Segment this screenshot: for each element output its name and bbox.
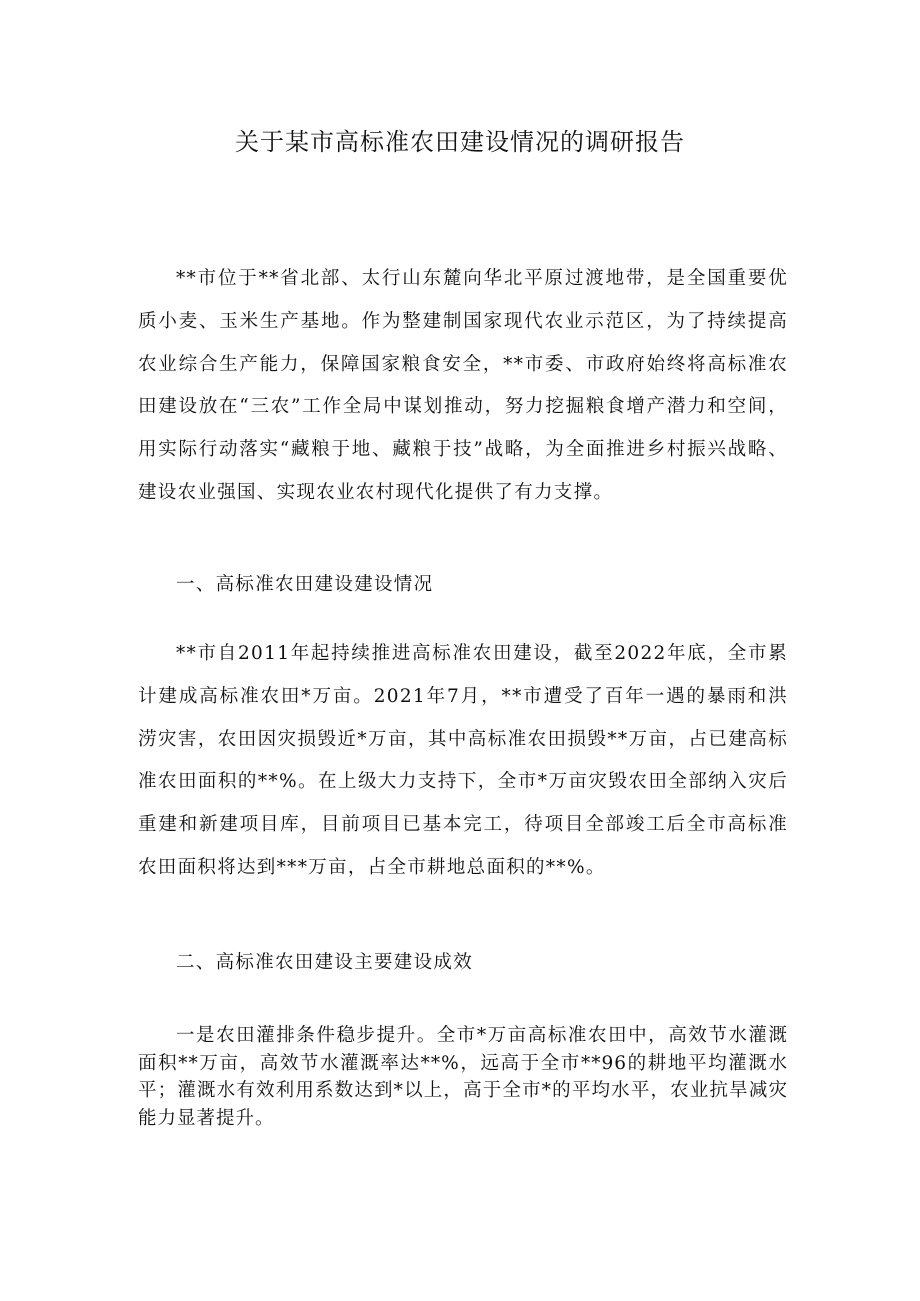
section-2-heading: 二、高标准农田建设主要建设成效 bbox=[176, 952, 474, 973]
section-1-paragraph: **市自2011年起持续推进高标准农田建设，截至2022年底，全市累计建成高标准农田*万亩。2021年7月，**市遭受了百年一遇的暴雨和洪涝灾害，农田因灾损毁近*万亩，其中高标准农田损毁**万亩，占已建高标准农田面积的**%。在上级大力支持下，全市*万亩灾毁农田全部纳入灾后重建和新建项目库，目前项目已基本完工，待项目全部竣工后全市高标准农田面积将达到***万亩，占全市耕地总面积的**%。 bbox=[138, 643, 788, 878]
intro-paragraph: **市位于**省北部、太行山东麓向华北平原过渡地带，是全国重要优质小麦、玉米生产基地。作为整建制国家现代农业示范区，为了持续提高农业综合生产能力，保障国家粮食安全，**市委、市政府始终将高标准农田建设放在“三农”工作全局中谋划推动，努力挖掘粮食增产潜力和空间，用实际行动落实“藏粮于地、藏粮于技”战略，为全面推进乡村振兴战略、建设农业强国、实现农业农村现代化提供了有力支撑。 bbox=[138, 268, 788, 503]
section-1-heading: 一、高标准农田建设建设情况 bbox=[176, 574, 434, 595]
document-title: 关于某市高标准农田建设情况的调研报告 bbox=[235, 128, 685, 156]
section-2-paragraph: 一是农田灌排条件稳步提升。全市*万亩高标准农田中，高效节水灌溉面积**万亩，高效节水灌溉率达**%，远高于全市**96的耕地平均灌溉水平；灌溉水有效利用系数达到*以上，高于全市*的平均水平，农业抗旱减灾能力显著提升。 bbox=[138, 1025, 788, 1129]
